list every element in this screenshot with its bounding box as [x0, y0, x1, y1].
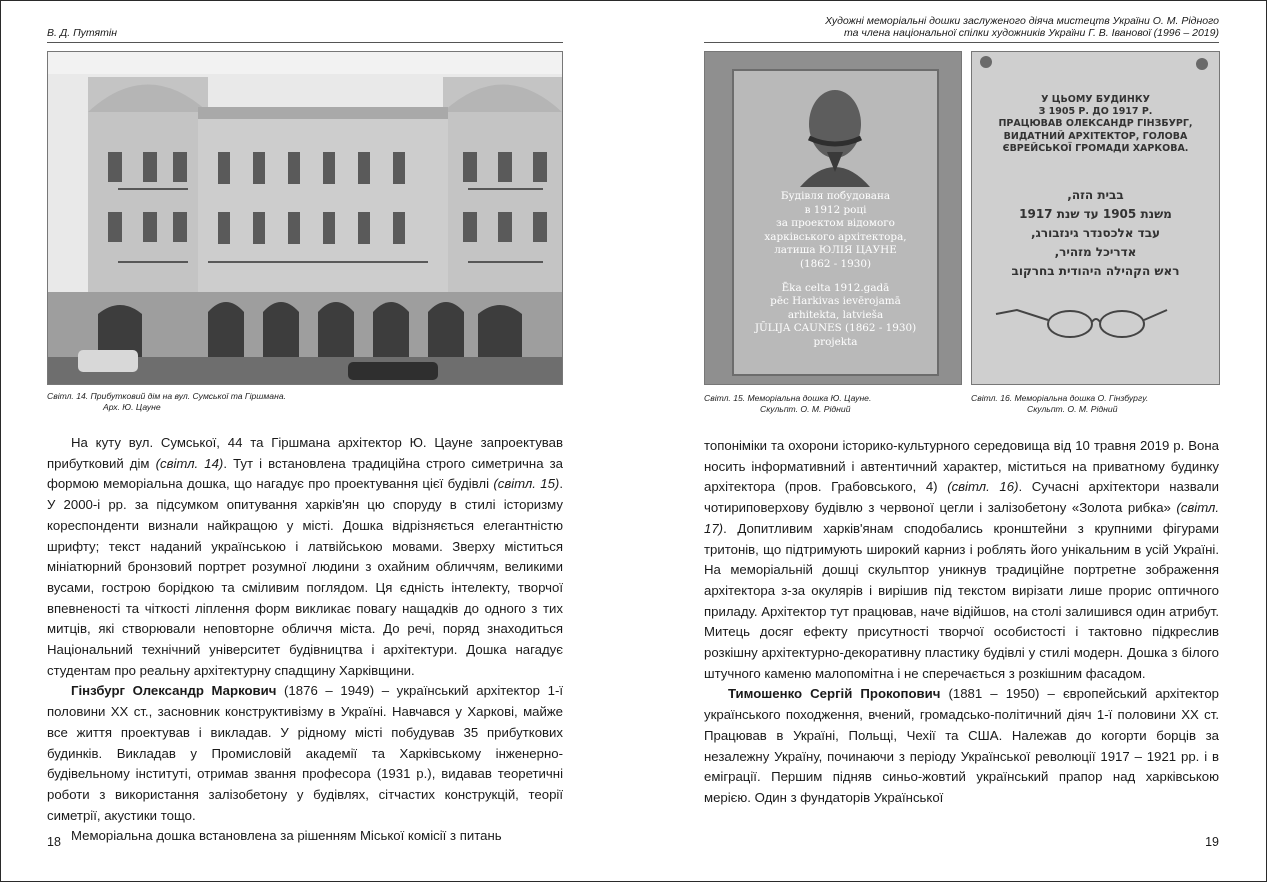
caption-photo-14 — [47, 391, 527, 413]
plaque-lv-line: projekta — [813, 335, 858, 348]
plaque-lv-line: JŪLIJA CAUNES (1862 - 1930) — [754, 322, 917, 335]
plaque-lv-line: Ēka celta 1912.gadā — [781, 281, 890, 294]
plaque-photo-ginzburg — [971, 51, 1220, 385]
body-paragraph — [704, 684, 1219, 808]
plaque2-ua-line: ЄВРЕЙСЬКОЇ ГРОМАДИ ХАРКОВА. — [1002, 142, 1189, 154]
plaque2-he-line: ראש הקהילה היהודית בחרקוב — [1011, 264, 1180, 278]
plaque-ua-line: за проектом відомого — [776, 217, 895, 230]
running-head-title — [704, 15, 1219, 39]
header-rule — [47, 42, 563, 43]
header-rule — [704, 42, 1219, 43]
plaque2-ua-line: ПРАЦЮВАВ ОЛЕКСАНДР ГІНЗБУРГ, — [998, 118, 1193, 130]
text-run: На куту вул. Сумської, 44 та Гіршмана архітектор Ю. Цауне запроектував прибутковий дім — [47, 435, 563, 471]
text-run: . У 2000-і рр. за підсумком опитування харків'ян цю споруду в стилі історизму кореспонденти визнали найкращою у місті. Дошка відрізняється елегантністю шрифту; текст наданий українською і латвійською мовами. Зверху міститься мініатюрний бронзовий портрет розумної людини з охайним обличчям, великими вусами, гострою борідкою та сміливим поглядом. Ця єдність інтелекту, творчої впевненості та чіткості ліплення форм викликає повагу нащадків до одного з тих митців, які створювали неповторне обличчя міста. До речі, поряд знаходиться Національний технічний університет будівництва і архітектури. Дошка нагадує студентам про реальну архітектурну спадщину Харківщини. — [47, 476, 563, 678]
caption-16-line2: Скульпт. О. М. Рідний — [1027, 404, 1118, 414]
plaque2-he-line: אדריכל מזהיר, — [1054, 245, 1137, 259]
page-number-right: 19 — [1205, 835, 1219, 849]
plaque-ua-line: латиша ЮЛІЯ ЦАУНЕ — [774, 244, 897, 257]
plaque2-ua-line: ВИДАТНИЙ АРХІТЕКТОР, ГОЛОВА — [1003, 130, 1188, 142]
caption-15-line2: Скульпт. О. М. Рідний — [760, 404, 851, 414]
figure-reference: (світл. 17) — [704, 500, 1219, 536]
plaque-ua-line: (1862 - 1930) — [799, 257, 872, 270]
left-page — [47, 1, 563, 881]
right-page — [704, 1, 1219, 881]
figure-reference: (світл. 16) — [947, 479, 1019, 495]
running-head-line1: Художні меморіальні дошки заслуженого діяча мистецтв України О. М. Рідного — [825, 15, 1219, 27]
body-paragraph — [47, 681, 563, 826]
body-paragraph — [47, 826, 563, 847]
body-paragraph — [47, 433, 563, 681]
plaque-photo-cunes — [704, 51, 962, 385]
text-run: (1876 – 1949) – український архітектор 1-ї половини XX ст., засновник конструктивізму в Україні. Навчався у Харкові, майже все життя проектував і викладав. У рідному місті побудував 35 прибуткових будинків. Викладав у Промисловій академії та Харківському інженерно-будівельному інституті, отримав звання професора (1931 р.), видавав теоретичні роботи з використання залізобетону у будівлях, сітчастих конструкцій, теорії симетрії, акустики тощо. — [47, 683, 563, 823]
person-name: Тимошенко Сергій Прокопович — [728, 686, 941, 702]
caption-14-line1: Світл. 14. Прибутковий дім на вул. Сумської та Гіршмана. — [47, 391, 286, 401]
person-name: Гінзбург Олександр Маркович — [71, 683, 277, 699]
body-paragraph — [704, 436, 1219, 684]
plaque-lv-line: pēc Harkivas ievērojamā — [770, 295, 901, 308]
building-illustration — [48, 52, 562, 384]
text-run: . Сучасні архітектори назвали чотириповерхову будівлю з червоної цегли і залізобетону «Золота рибка» — [704, 479, 1219, 516]
plaque-ginzburg-text-he — [972, 186, 1219, 281]
plaque2-he-line: משנת 1905 עד שנת 1917 — [1019, 207, 1172, 221]
plaque-ua-line: в 1912 році — [804, 203, 867, 216]
running-head-author: В. Д. Путятін — [47, 27, 118, 39]
running-head-line2: та члена національної спілки художників України Г. В. Іванової (1996 – 2019) — [844, 27, 1219, 39]
plaque-ua-line: Будівля побудована — [780, 190, 891, 202]
caption-14-line2: Арх. Ю. Цауне — [103, 402, 161, 412]
plaque2-he-line: בבית הזה, — [1067, 188, 1124, 202]
caption-photo-16 — [971, 393, 1219, 415]
text-run: топоніміки та охорони історико-культурного середовища від 10 травня 2019 р. Вона носить інформативний і автентичний характер, міститься на приватному будинку архітектора (пров. Грабовського, 4) — [704, 438, 1219, 495]
page-number-left: 18 — [47, 835, 61, 849]
caption-15-line1: Світл. 15. Меморіальна дошка Ю. Цауне. — [704, 393, 872, 403]
plaque-lv-line: arhitekta, latvieša — [787, 308, 884, 321]
plaque-cunes-text — [733, 190, 938, 350]
caption-photo-15 — [704, 393, 966, 415]
plaque2-ua-line: У ЦЬОМУ БУДИНКУ — [1041, 94, 1150, 105]
plaque2-ua-line: З 1905 Р. ДО 1917 Р. — [1038, 106, 1153, 118]
plaque-ua-line: харківського архітектора, — [764, 230, 907, 243]
caption-16-line1: Світл. 16. Меморіальна дошка О. Гінзбургу. — [971, 393, 1149, 403]
text-run: . Допитливим харків'янам сподобались кронштейни з крупними фігурами тритонів, що підтримують широкий карниз і роблять його унікальним в усій Україні. На меморіальній дошці скульптор уникнув традиційне портретне зображення архітектора з-за окулярів і вирішив під текстом вирізати лише прорис оптичного приладу. Архітектор тут працював, наче відійшов, на столі залишився один атрибут. Митець досяг ефекту присутності творчої особистості і тактовно підкреслив розкішну архітектурно-декоративну пластику будівлі у стилі модерн. Дошка з білого штучного каменю малопомітна і не сперечається з розкішним фасадом. — [704, 520, 1219, 681]
text-run: Меморіальна дошка встановлена за рішенням Міської комісії з питань — [71, 828, 502, 844]
figure-reference: (світл. 15) — [493, 476, 560, 492]
figure-reference: (світл. 14) — [155, 455, 224, 471]
text-run: . Тут і встановлена традиційна строго симетрична за формою меморіальна дошка, що нагадує про проектування цієї будівлі — [47, 455, 564, 492]
building-photo — [47, 51, 563, 385]
right-body-text — [704, 436, 1219, 809]
plaque-ginzburg-text-ua — [972, 94, 1219, 155]
text-run: (1881 – 1950) – європейський архітектор українського походження, вчений, громадсько-політичний діяч 1-ї половини XX ст. Працював в Україні, Польщі, Чехії та США. Належав до когорти борців за незалежну Україну, починаючи з періоду Української революції 1917 – 1921 рр. і в еміграції. Першим підняв синьо-жовтий український прапор над харківською мерією. Один з фундаторів Української — [704, 686, 1219, 805]
left-body-text — [47, 433, 563, 847]
plaque2-he-line: עבד אלכסנדר גינזבורג, — [1030, 226, 1161, 240]
